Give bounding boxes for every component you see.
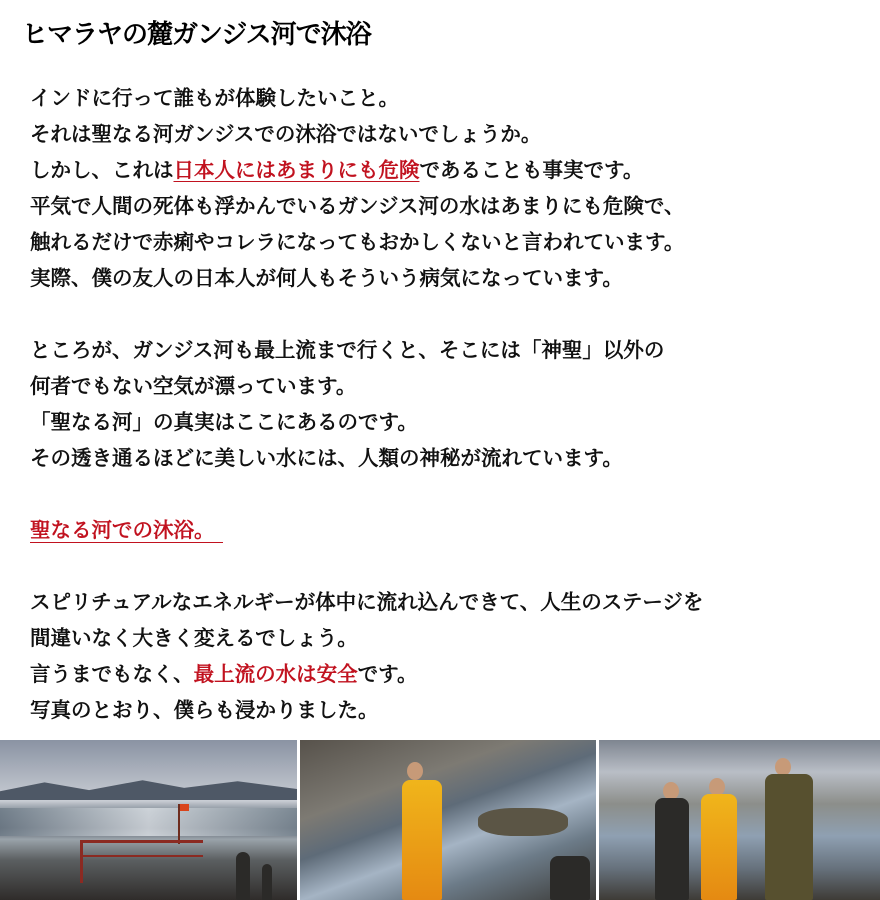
person-figure bbox=[262, 864, 272, 900]
para3-line2: 間違いなく大きく変えるでしょう。 bbox=[30, 626, 358, 650]
river-shape bbox=[0, 808, 297, 836]
para2-line3: 「聖なる河」の真実はここにあるのです。 bbox=[30, 410, 418, 434]
para3-line1: スピリチュアルなエネルギーが体中に流れ込んできて、人生のステージを bbox=[30, 590, 704, 614]
person-in-robe bbox=[402, 780, 442, 900]
para1-line3-post: であることも事実です。 bbox=[419, 158, 644, 182]
para2-line2: 何者でもない空気が漂っています。 bbox=[30, 374, 357, 398]
para1-line6: 実際、僕の友人の日本人が何人もそういう病気になっています。 bbox=[30, 266, 623, 290]
railing-shape bbox=[80, 840, 203, 883]
section-subheading: 聖なる河での沐浴。 bbox=[30, 518, 223, 543]
person-in-robe bbox=[701, 794, 737, 900]
para3-line3 bbox=[30, 656, 875, 692]
para3-line3-post: です。 bbox=[357, 662, 418, 686]
para3-line4: 写真のとおり、僕らも浸かりました。 bbox=[30, 698, 379, 722]
person-figure bbox=[236, 852, 250, 900]
photo-river-ghat bbox=[0, 740, 297, 900]
danger-highlight: 日本人にはあまりにも危険 bbox=[173, 158, 420, 182]
mountains-shape bbox=[0, 778, 297, 800]
para1-line2: それは聖なる河ガンジスでの沐浴ではないでしょうか。 bbox=[30, 122, 542, 146]
photo-bather-in-river bbox=[300, 740, 596, 900]
article-body bbox=[30, 80, 875, 728]
para1-line3 bbox=[30, 152, 875, 188]
para1-line3-pre: しかし、これは bbox=[30, 158, 174, 182]
para1-line1: インドに行って誰もが体験したいこと。 bbox=[30, 86, 399, 110]
person-in-jacket bbox=[655, 798, 689, 900]
photo-strip bbox=[0, 740, 880, 900]
flag-shape bbox=[178, 804, 180, 844]
person-in-coat bbox=[765, 774, 813, 900]
photo-group-in-river bbox=[599, 740, 880, 900]
para3-line3-pre: 言うまでもなく、 bbox=[30, 662, 194, 686]
person-head bbox=[407, 762, 423, 780]
page-title: ヒマラヤの麓ガンジス河で沐浴 bbox=[22, 20, 371, 50]
safe-highlight: 最上流の水は安全 bbox=[193, 662, 358, 686]
person-figure bbox=[550, 856, 590, 900]
rock-shape bbox=[478, 808, 568, 836]
para2-line4: その透き通るほどに美しい水には、人類の神秘が流れています。 bbox=[30, 446, 623, 470]
para2-line1: ところが、ガンジス河も最上流まで行くと、そこには「神聖」以外の bbox=[30, 338, 665, 362]
para1-line4: 平気で人間の死体も浮かんでいるガンジス河の水はあまりにも危険で、 bbox=[30, 194, 685, 218]
para1-line5: 触れるだけで赤痢やコレラになってもおかしくないと言われています。 bbox=[30, 230, 685, 254]
